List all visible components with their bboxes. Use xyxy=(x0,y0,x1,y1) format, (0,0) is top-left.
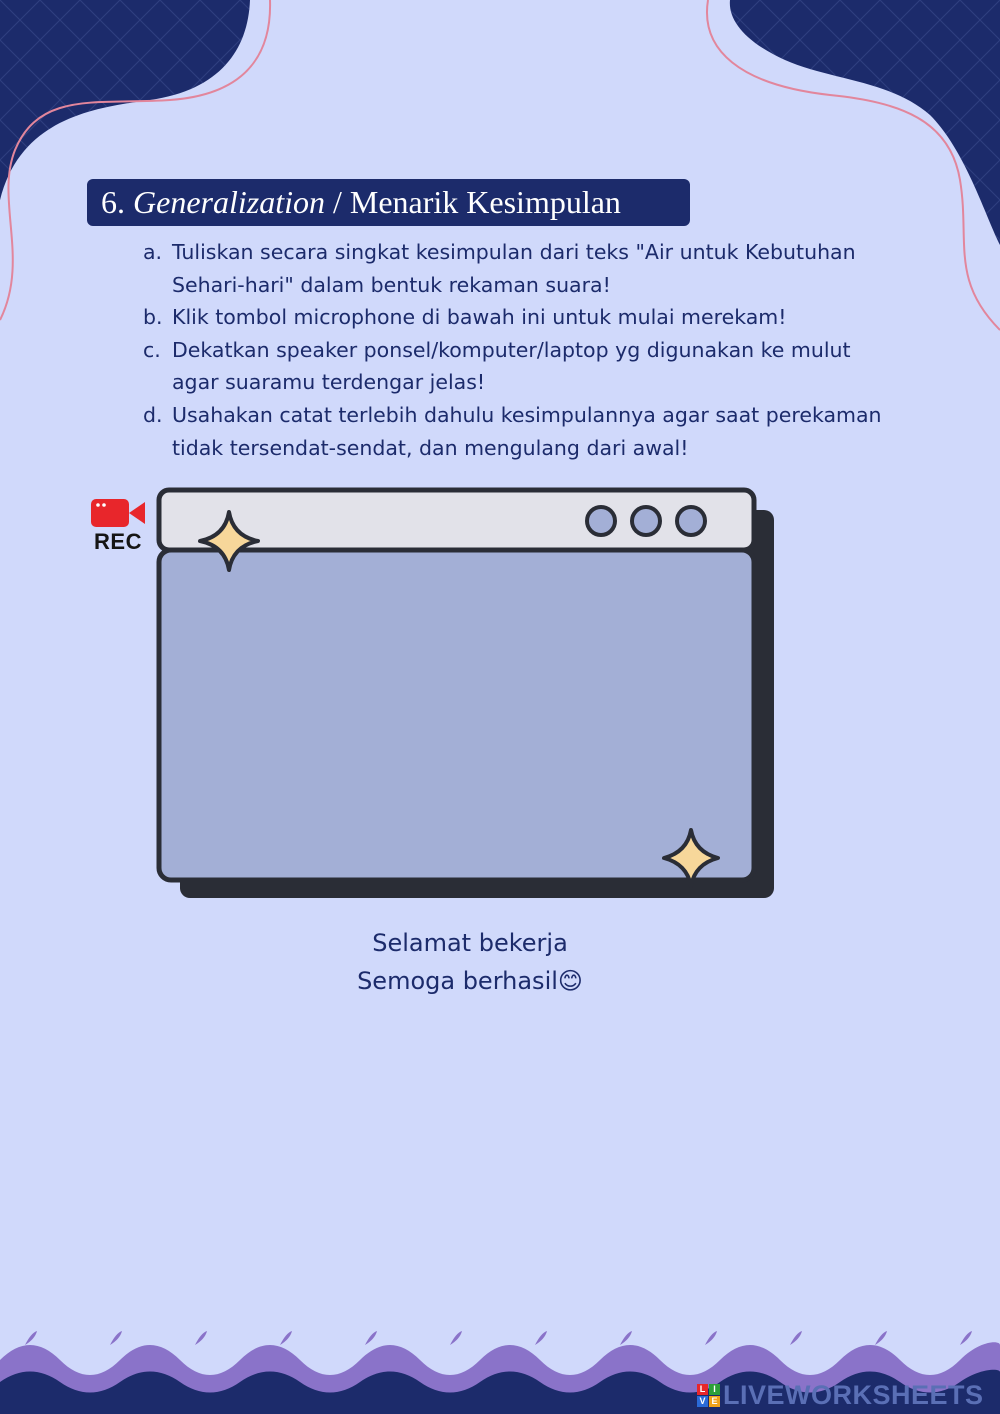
logo-letter: L xyxy=(697,1384,708,1395)
logo-letter: V xyxy=(697,1396,708,1407)
instruction-letter: d. xyxy=(143,402,163,427)
window-body xyxy=(159,550,754,880)
closing-message xyxy=(300,924,640,1000)
instruction-text: Tuliskan secara singkat kesimpulan dari teks "Air untuk Kebutuhan Sehari-hari" dalam bentuk rekaman suara! xyxy=(172,240,856,297)
window-dot-icon xyxy=(632,507,660,535)
instruction-text: Klik tombol microphone di bawah ini untuk mulai merekam! xyxy=(172,305,787,330)
instruction-item xyxy=(143,301,903,334)
instruction-letter: b. xyxy=(143,305,163,330)
rec-label: REC xyxy=(94,529,142,554)
corner-blob-top-left xyxy=(0,0,250,200)
title-indonesian: Menarik Kesimpulan xyxy=(349,184,621,220)
title-english: Generalization xyxy=(133,184,325,220)
instruction-letter: c. xyxy=(143,337,161,362)
title-number: 6. xyxy=(101,184,125,220)
instruction-item xyxy=(143,334,903,399)
liveworksheets-logo-icon xyxy=(697,1384,720,1407)
instruction-text: Usahakan catat terlebih dahulu kesimpulannya agar saat perekaman tidak tersendat-sendat, dan mengulang dari awal! xyxy=(172,402,882,460)
window-dot-icon xyxy=(587,507,615,535)
liveworksheets-watermark xyxy=(697,1381,984,1409)
watermark-text: LIVEWORKSHEETS xyxy=(723,1379,984,1410)
corner-blob-top-right xyxy=(730,0,1000,245)
instruction-text: Dekatkan speaker ponsel/komputer/laptop yg digunakan ke mulut agar suaramu terdengar jelas! xyxy=(172,337,851,395)
section-title xyxy=(87,179,690,226)
wave-drops xyxy=(25,1331,972,1345)
logo-letter: I xyxy=(709,1384,720,1395)
instruction-item xyxy=(143,236,903,301)
video-camera-icon xyxy=(89,497,147,529)
instruction-item xyxy=(143,399,903,464)
instruction-letter: a. xyxy=(143,240,163,264)
window-dot-icon xyxy=(677,507,705,535)
closing-line-2: Semoga berhasil😊 xyxy=(357,967,583,995)
record-button[interactable] xyxy=(89,497,147,553)
logo-letter: E xyxy=(709,1396,720,1407)
title-separator: / xyxy=(332,184,342,220)
closing-line-1: Selamat bekerja xyxy=(372,929,568,957)
instruction-list xyxy=(143,236,903,464)
recording-window[interactable] xyxy=(150,484,780,904)
